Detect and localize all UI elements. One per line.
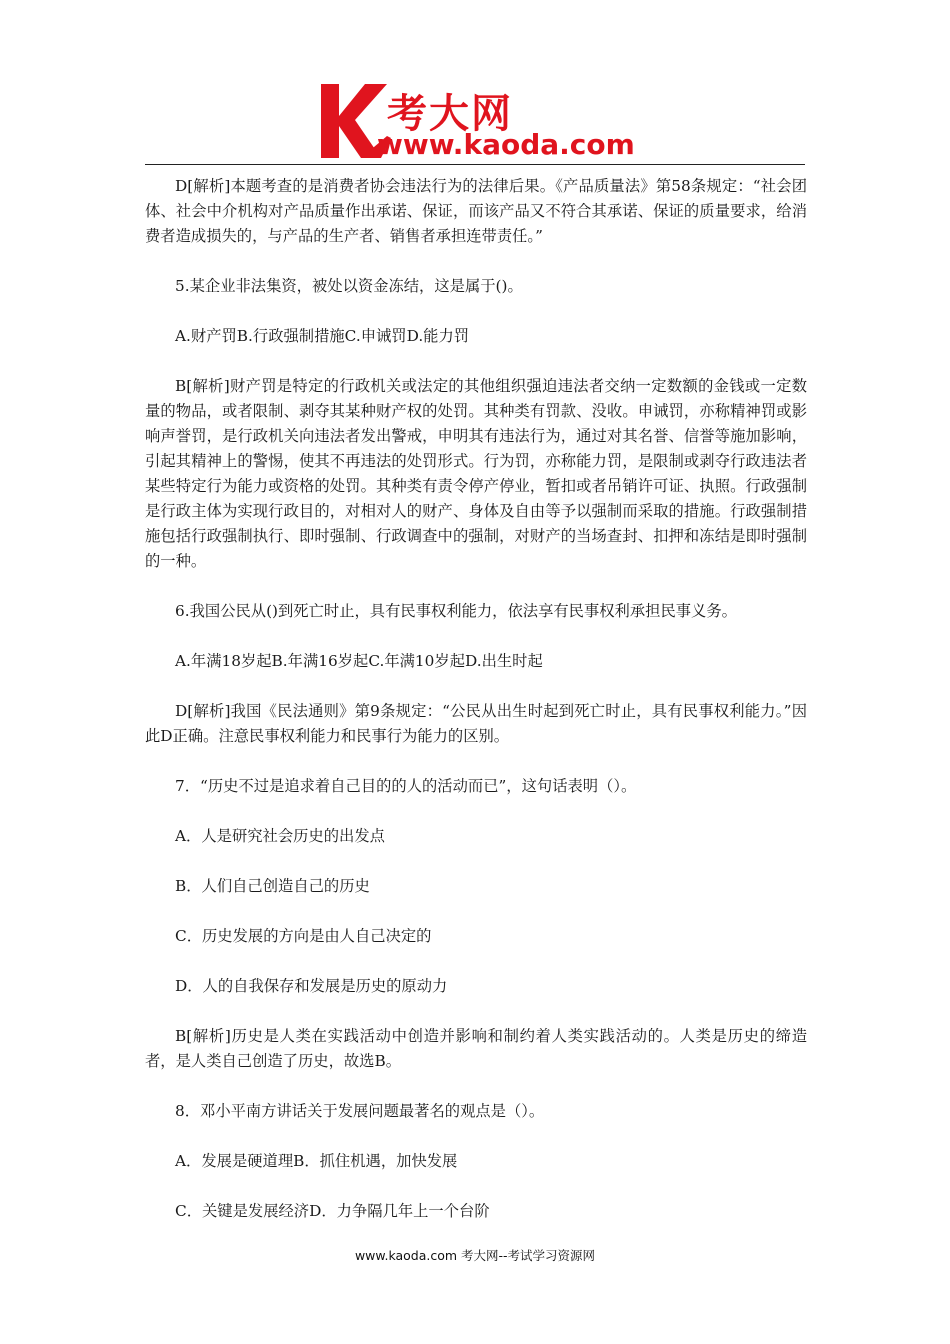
question-7-option-a: A．人是研究社会历史的出发点 [175, 827, 385, 845]
question-7-option-c: C．历史发展的方向是由人自己决定的 [175, 927, 432, 945]
question-8: 8．邓小平南方讲话关于发展问题最著名的观点是（）。 [175, 1102, 545, 1120]
question-8-options-cd: C．关键是发展经济D．力争隔几年上一个台阶 [175, 1202, 490, 1220]
question-5-options: A.财产罚B.行政强制措施C.申诫罚D.能力罚 [175, 327, 470, 345]
question-7-option-b: B．人们自己创造自己的历史 [175, 877, 370, 895]
paragraph-answer-7: B[解析]历史是人类在实践活动中创造并影响和制约着人类实践活动的。人类是历史的缔造者，是人类自己创造了历史，故选B。 [145, 1027, 807, 1070]
paragraph-answer-6: D[解析]我国《民法通则》第9条规定：“公民从出生时起到死亡时止，具有民事权利能力。”因此D正确。注意民事权利能力和民事行为能力的区别。 [145, 702, 807, 745]
logo-title: 考大网 [387, 91, 513, 137]
site-logo[interactable] [317, 78, 647, 162]
document-body [145, 174, 807, 1224]
paragraph-answer-5: B[解析]财产罚是特定的行政机关或法定的其他组织强迫违法者交纳一定数额的金钱或一定数量的物品，或者限制、剥夺其某种财产权的处罚。其种类有罚款、没收。申诫罚，亦称精神罚或影响声誉罚，是行政机关向违法者发出警戒，申明其有违法行为，通过对其名誉、信誉等施加影响，引起其精神上的警惕，使其不再违法的处罚形式。行为罚，亦称能力罚，是限制或剥夺行政违法者某些特定行为能力或资格的处罚。其种类有责令停产停业，暂扣或者吊销许可证、执照。行政强制是行政主体为实现行政目的，对相对人的财产、身体及自由等予以强制而采取的措施。行政强制措施包括行政强制执行、即时强制、行政调查中的强制，对财产的当场查封、扣押和冻结是即时强制的一种。 [145, 377, 807, 570]
question-8-options-ab: A．发展是硬道理B．抓住机遇，加快发展 [175, 1152, 458, 1170]
logo-url: www.kaoda.com [377, 128, 635, 161]
question-5: 5.某企业非法集资，被处以资金冻结，这是属于()。 [175, 277, 523, 295]
page-footer: www.kaoda.com 考大网--考试学习资源网 [354, 1248, 596, 1263]
header-divider [145, 164, 805, 165]
question-7-option-d: D．人的自我保存和发展是历史的原动力 [175, 977, 448, 995]
question-6-options: A.年满18岁起B.年满16岁起C.年满10岁起D.出生时起 [175, 652, 543, 670]
paragraph-answer-4: D[解析]本题考查的是消费者协会违法行为的法律后果。《产品质量法》第58条规定：“社会团体、社会中介机构对产品质量作出承诺、保证，而该产品又不符合其承诺、保证的质量要求，给消费者造成损失的，与产品的生产者、销售者承担连带责任。” [145, 177, 807, 245]
question-7: 7．“历史不过是追求着自己目的的人的活动而已”，这句话表明（）。 [175, 777, 637, 795]
page-header [145, 70, 805, 166]
question-6: 6.我国公民从()到死亡时止，具有民事权利能力，依法享有民事权利承担民事义务。 [175, 602, 737, 620]
